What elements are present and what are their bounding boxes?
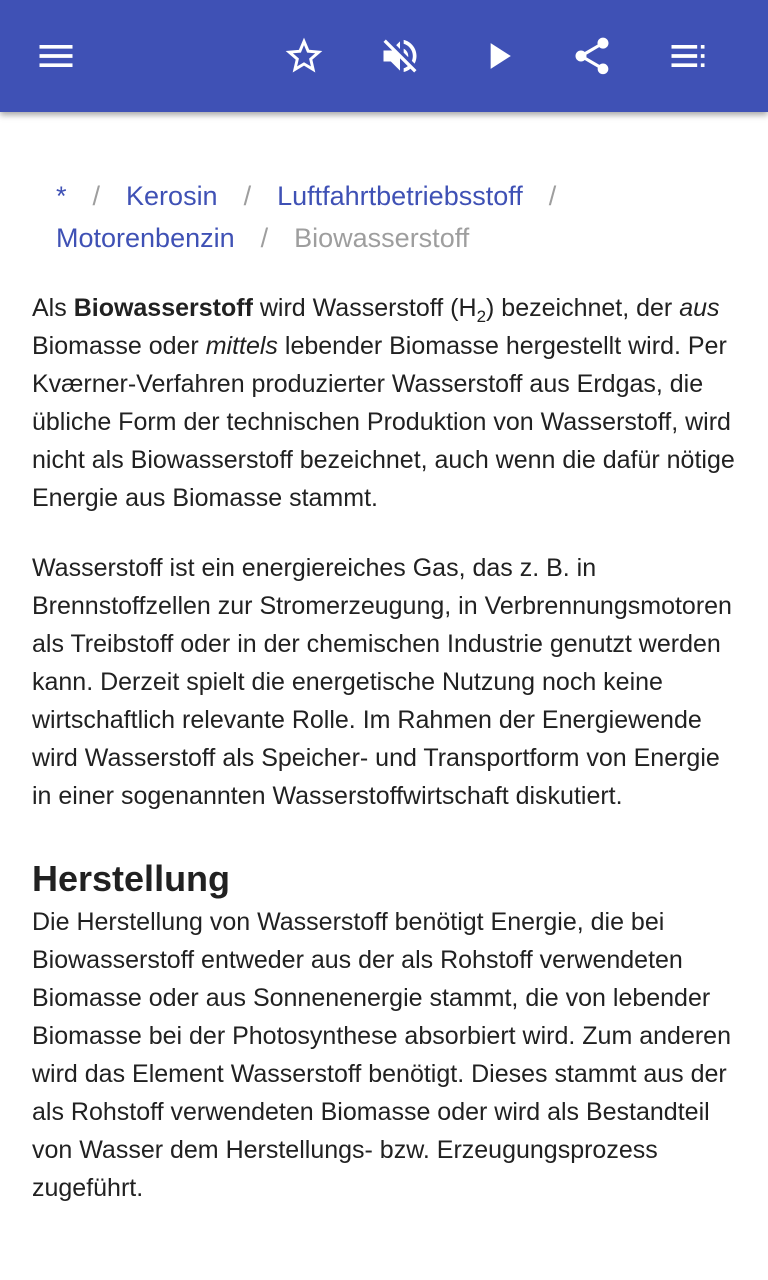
intro-text: ) bezeichnet, der	[486, 294, 680, 322]
playlist-icon	[666, 34, 710, 78]
intro-text: Biomasse oder	[32, 332, 206, 360]
breadcrumb-separator: /	[260, 223, 269, 253]
intro-text: lebender Biomasse hergestellt wird. Per Kværner-Verfahren produzierter Wasserstoff aus Erdgas, die übliche Form der technischen Produktion von Wasserstoff, wird nicht als Biowasserstoff bezeichnet, auch wenn die dafür nötige Energie aus Biomasse stammt.	[32, 332, 735, 512]
breadcrumb	[32, 175, 736, 259]
menu-button[interactable]	[24, 24, 88, 88]
share-button[interactable]	[560, 24, 624, 88]
breadcrumb-link-kerosin[interactable]: Kerosin	[126, 181, 218, 211]
emphasis-aus: aus	[679, 294, 720, 322]
breadcrumb-separator: /	[548, 181, 557, 211]
star-outline-icon	[282, 34, 326, 78]
breadcrumb-current: Biowasserstoff	[294, 223, 470, 253]
hamburger-menu-icon	[34, 34, 78, 78]
breadcrumb-separator: /	[243, 181, 252, 211]
herstellung-paragraph: Die Herstellung von Wasserstoff benötigt Energie, die bei Biowasserstoff entweder aus der als Rohstoff verwendeten Biomasse oder aus Sonnenenergie stammt, die von lebender Biomasse bei der Photosynthese absorbiert wird. Zum anderen wird das Element Wasserstoff benötigt. Dieses stammt aus der als Rohstoff verwendeten Biomasse oder wird als Bestandteil von Wasser dem Herstellungs- bzw. Erzeugungsprozess zugeführt.	[32, 908, 731, 1202]
intro-paragraph	[32, 289, 736, 517]
volume-off-icon	[378, 34, 422, 78]
section-heading-herstellung: Herstellung	[32, 858, 231, 899]
breadcrumb-separator: /	[92, 181, 101, 211]
mute-button[interactable]	[368, 24, 432, 88]
intro-text: Als	[32, 294, 74, 322]
subscript-2: 2	[476, 307, 487, 326]
emphasis-mittels: mittels	[205, 332, 278, 360]
play-icon	[476, 34, 520, 78]
intro-text: wird Wasserstoff (H	[252, 294, 477, 322]
breadcrumb-link-root[interactable]: *	[56, 181, 67, 211]
article-content	[32, 175, 736, 1207]
term-bold: Biowasserstoff	[73, 294, 253, 322]
breadcrumb-link-motorenbenzin[interactable]: Motorenbenzin	[56, 223, 235, 253]
share-icon	[570, 34, 614, 78]
playlist-button[interactable]	[656, 24, 720, 88]
favorite-button[interactable]	[272, 24, 336, 88]
app-toolbar	[0, 0, 768, 112]
usage-paragraph: Wasserstoff ist ein energiereiches Gas, das z. B. in Brennstoffzellen zur Stromerzeugung, in Verbrennungsmotoren als Treibstoff oder in der chemischen Industrie genutzt werden kann. Derzeit spielt die energetische Nutzung noch keine wirtschaftlich relevante Rolle. Im Rahmen der Energiewende wird Wasserstoff als Speicher- und Transportform von Energie in einer sogenannten Wasserstoffwirtschaft diskutiert.	[32, 554, 732, 810]
play-button[interactable]	[466, 24, 530, 88]
breadcrumb-link-luftfahrtbetriebsstoff[interactable]: Luftfahrtbetriebsstoff	[277, 181, 523, 211]
